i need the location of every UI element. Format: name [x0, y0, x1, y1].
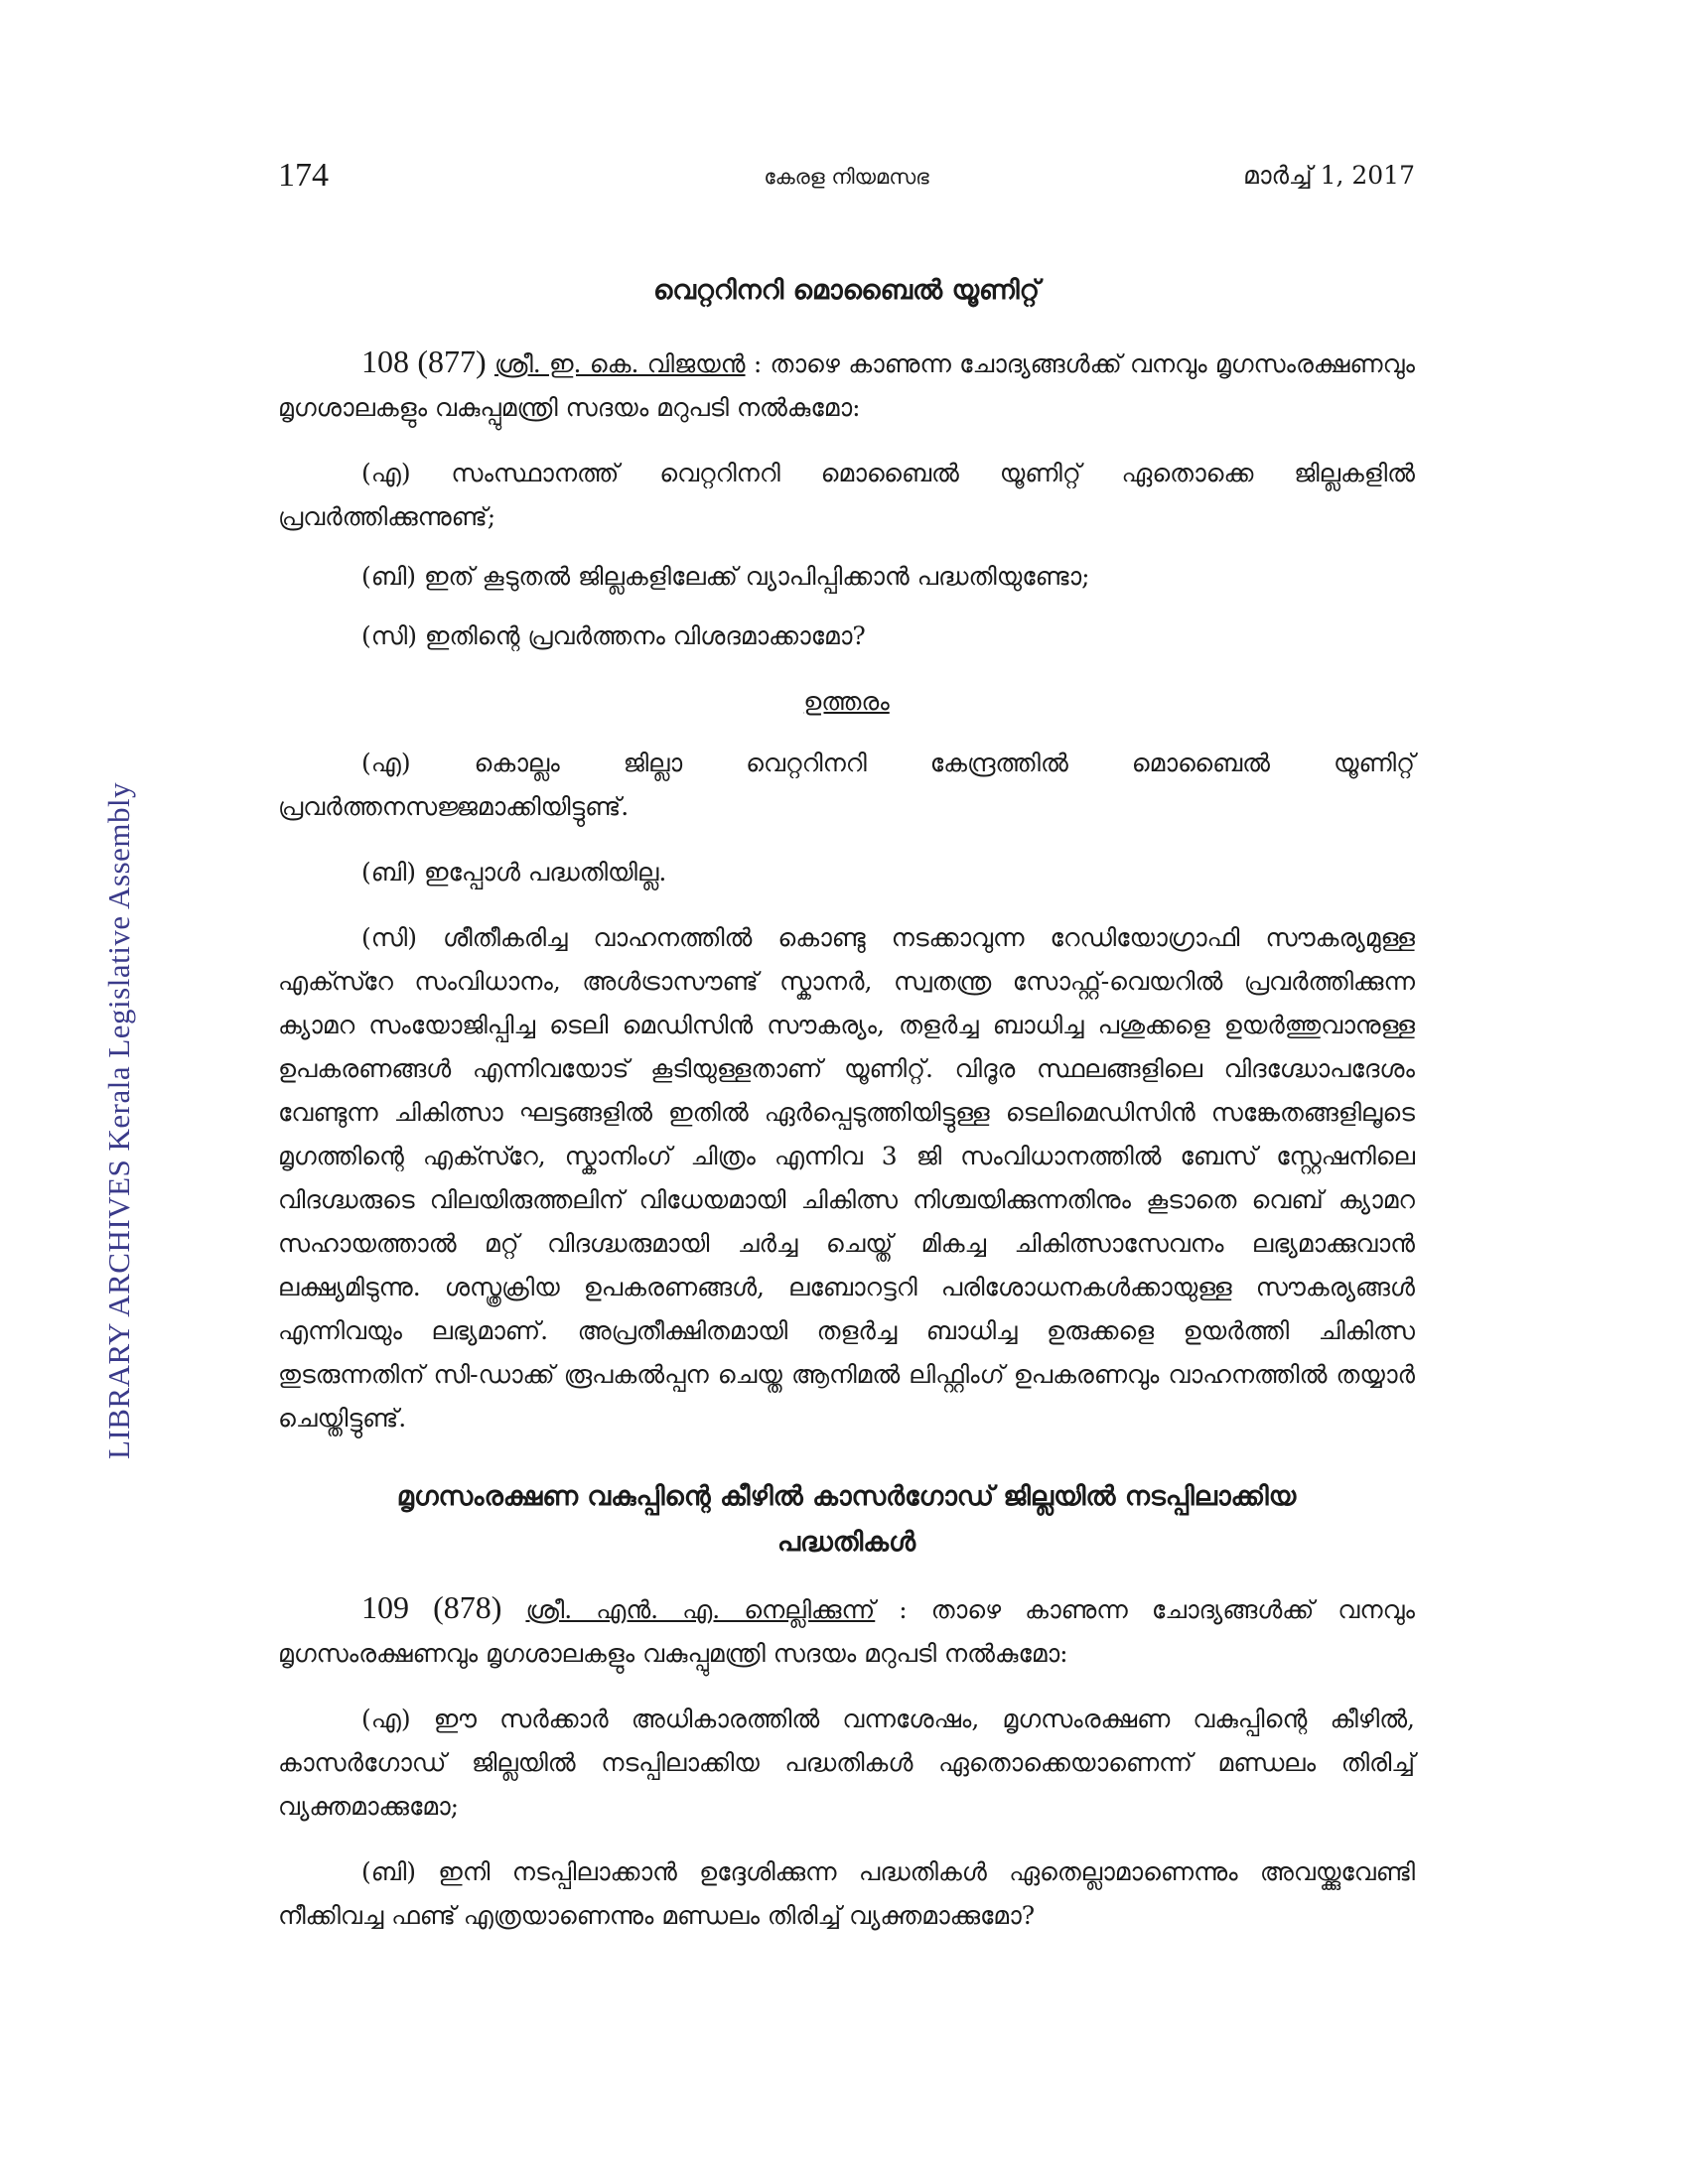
- question-108-part-c: (സി) ഇതിന്റെ പ്രവർത്തനം വിശദമാക്കാമോ?: [361, 621, 866, 650]
- question-109-number: 109 (878): [361, 1589, 502, 1625]
- archive-watermark: LIBRARY ARCHIVES Kerala Legislative Assembly: [101, 781, 136, 1459]
- page-number: 174: [278, 157, 329, 194]
- question-108-part-b: (ബി) ഇത് കൂടുതൽ ജില്ലകളിലേക്ക് വ്യാപിപ്പിക്കാൻ പദ്ധതിയുണ്ടോ;: [361, 562, 1090, 591]
- page-header: [278, 157, 1415, 206]
- question-109-intro: [278, 1585, 1415, 1676]
- question-109-part-a: (എ) ഈ സർക്കാർ അധികാരത്തിൽ വന്നശേഷം, മൃഗസംരക്ഷണ വകുപ്പിന്റെ കീഴിൽ, കാസർഗോഡ് ജില്ലയിൽ നടപ്പിലാക്കിയ പദ്ധതികൾ ഏതൊക്കെയാണെന്ന് മണ്ഡലം തിരിച്ച് വ്യക്തമാക്കുമോ;: [278, 1705, 1415, 1821]
- answer-108-part-c: (സി) ശീതീകരിച്ച വാഹനത്തിൽ കൊണ്ടു നടക്കാവുന്ന റേഡിയോഗ്രാഫി സൗകര്യമുള്ള എക്സ്റേ സംവിധാനം, അൾട്രാസൗണ്ട് സ്കാനർ, സ്വതന്ത്ര സോഫ്റ്റ്-വെയറിൽ പ്രവർത്തിക്കുന്ന ക്യാമറ സംയോജിപ്പിച്ച ടെലി മെഡിസിൻ സൗകര്യം, തളർച്ച ബാധിച്ച പശുക്കളെ ഉയർത്തുവാനുള്ള ഉപകരണങ്ങൾ എന്നിവയോട് കൂടിയുള്ളതാണ് യൂണിറ്റ്. വിദൂര സ്ഥലങ്ങളിലെ വിദഗ്ദ്ധോപദേശം വേണ്ടുന്ന ചികിത്സാ ഘട്ടങ്ങളിൽ ഇതിൽ ഏർപ്പെടുത്തിയിട്ടുള്ള ടെലിമെഡിസിൻ സങ്കേതങ്ങളിലൂടെ മൃഗത്തിന്റെ എക്സ്റേ, സ്കാനിംഗ് ചിത്രം എന്നിവ 3 ജി സംവിധാനത്തിൽ ബേസ് സ്റ്റേഷനിലെ വിദഗ്ദ്ധരുടെ വിലയിരുത്തലിന് വിധേയമായി ചികിത്സ നിശ്ചയിക്കുന്നതിനും കൂടാതെ വെബ് ക്യാമറ സഹായത്താൽ മറ്റ് വിദഗ്ദ്ധരുമായി ചർച്ച ചെയ്ത് മികച്ച ചികിത്സാസേവനം ലഭ്യമാക്കുവാൻ ലക്ഷ്യമിടുന്നു. ശസ്ത്രക്രിയ ഉപകരണങ്ങൾ, ലബോറട്ടറി പരിശോധനകൾക്കായുള്ള സൗകര്യങ്ങൾ എന്നിവയും ലഭ്യമാണ്. അപ്രതീക്ഷിതമായി തളർച്ച ബാധിച്ച ഉരുക്കളെ ഉയർത്തി ചികിത്സ തുടരുന്നതിന് സി-ഡാക്ക് രൂപകൽപ്പന ചെയ്ത ആനിമൽ ലിഫ്റ്റിംഗ് ഉപകരണവും വാഹനത്തിൽ തയ്യാർ ചെയ്തിട്ടുണ്ട്.: [278, 923, 1415, 1433]
- question-108-intro-text: : താഴെ കാണുന്ന ചോദ്യങ്ങൾക്ക് വനവും മൃഗസംരക്ഷണവും മൃഗശാലകളും വകുപ്പുമന്ത്രി സദയം മറുപടി നൽകുമോ:: [278, 349, 1415, 422]
- question-109-intro-text: : താഴെ കാണുന്ന ചോദ്യങ്ങൾക്ക് വനവും മൃഗസംരക്ഷണവും മൃഗശാലകളും വകുപ്പുമന്ത്രി സദയം മറുപടി നൽകുമോ:: [278, 1595, 1415, 1668]
- question-108-heading: വെറ്ററിനറി മൊബൈൽ യൂണിറ്റ്: [652, 275, 1041, 306]
- question-109-heading-line2: പദ്ധതികൾ: [776, 1527, 916, 1558]
- answer-108-part-b: (ബി) ഇപ്പോൾ പദ്ധതിയില്ല.: [361, 858, 667, 887]
- question-109-heading-line1: മൃഗസംരക്ഷണ വകുപ്പിന്റെ കീഴിൽ കാസർഗോഡ് ജില്ലയിൽ നടപ്പിലാക്കിയ: [396, 1481, 1297, 1512]
- header-title: കേരള നിയമസഭ: [764, 165, 929, 189]
- header-date: മാർച്ച് 1, 2017: [1243, 161, 1415, 190]
- question-108-member: ശ്രീ. ഇ. കെ. വിജയൻ: [493, 349, 746, 378]
- page-content: [278, 268, 1415, 1938]
- answer-108-part-a: (എ) കൊല്ലം ജില്ലാ വെറ്ററിനറി കേന്ദ്രത്തിൽ മൊബൈൽ യൂണിറ്റ് പ്രവർത്തനസജ്ജമാക്കിയിട്ടുണ്ട്.: [278, 749, 1415, 821]
- question-108-part-a: (എ) സംസ്ഥാനത്ത് വെറ്ററിനറി മൊബൈൽ യൂണിറ്റ് ഏതൊക്കെ ജില്ലകളിൽ പ്രവർത്തിക്കുന്നുണ്ട്;: [278, 459, 1415, 531]
- answer-heading: ഉത്തരം: [803, 687, 890, 716]
- question-109-part-b: (ബി) ഇനി നടപ്പിലാക്കാൻ ഉദ്ദേശിക്കുന്ന പദ്ധതികൾ ഏതെല്ലാമാണെന്നും അവയ്ക്കുവേണ്ടി നീക്കിവച്ച ഫണ്ട് എത്രയാണെന്നും മണ്ഡലം തിരിച്ച് വ്യക്തമാക്കുമോ?: [278, 1857, 1415, 1930]
- question-109-member: ശ്രീ. എൻ. എ. നെല്ലിക്കുന്ന്: [525, 1595, 876, 1624]
- question-108-intro: [278, 340, 1415, 430]
- question-109-heading: [278, 1474, 1415, 1566]
- question-108-number: 108 (877): [361, 343, 487, 379]
